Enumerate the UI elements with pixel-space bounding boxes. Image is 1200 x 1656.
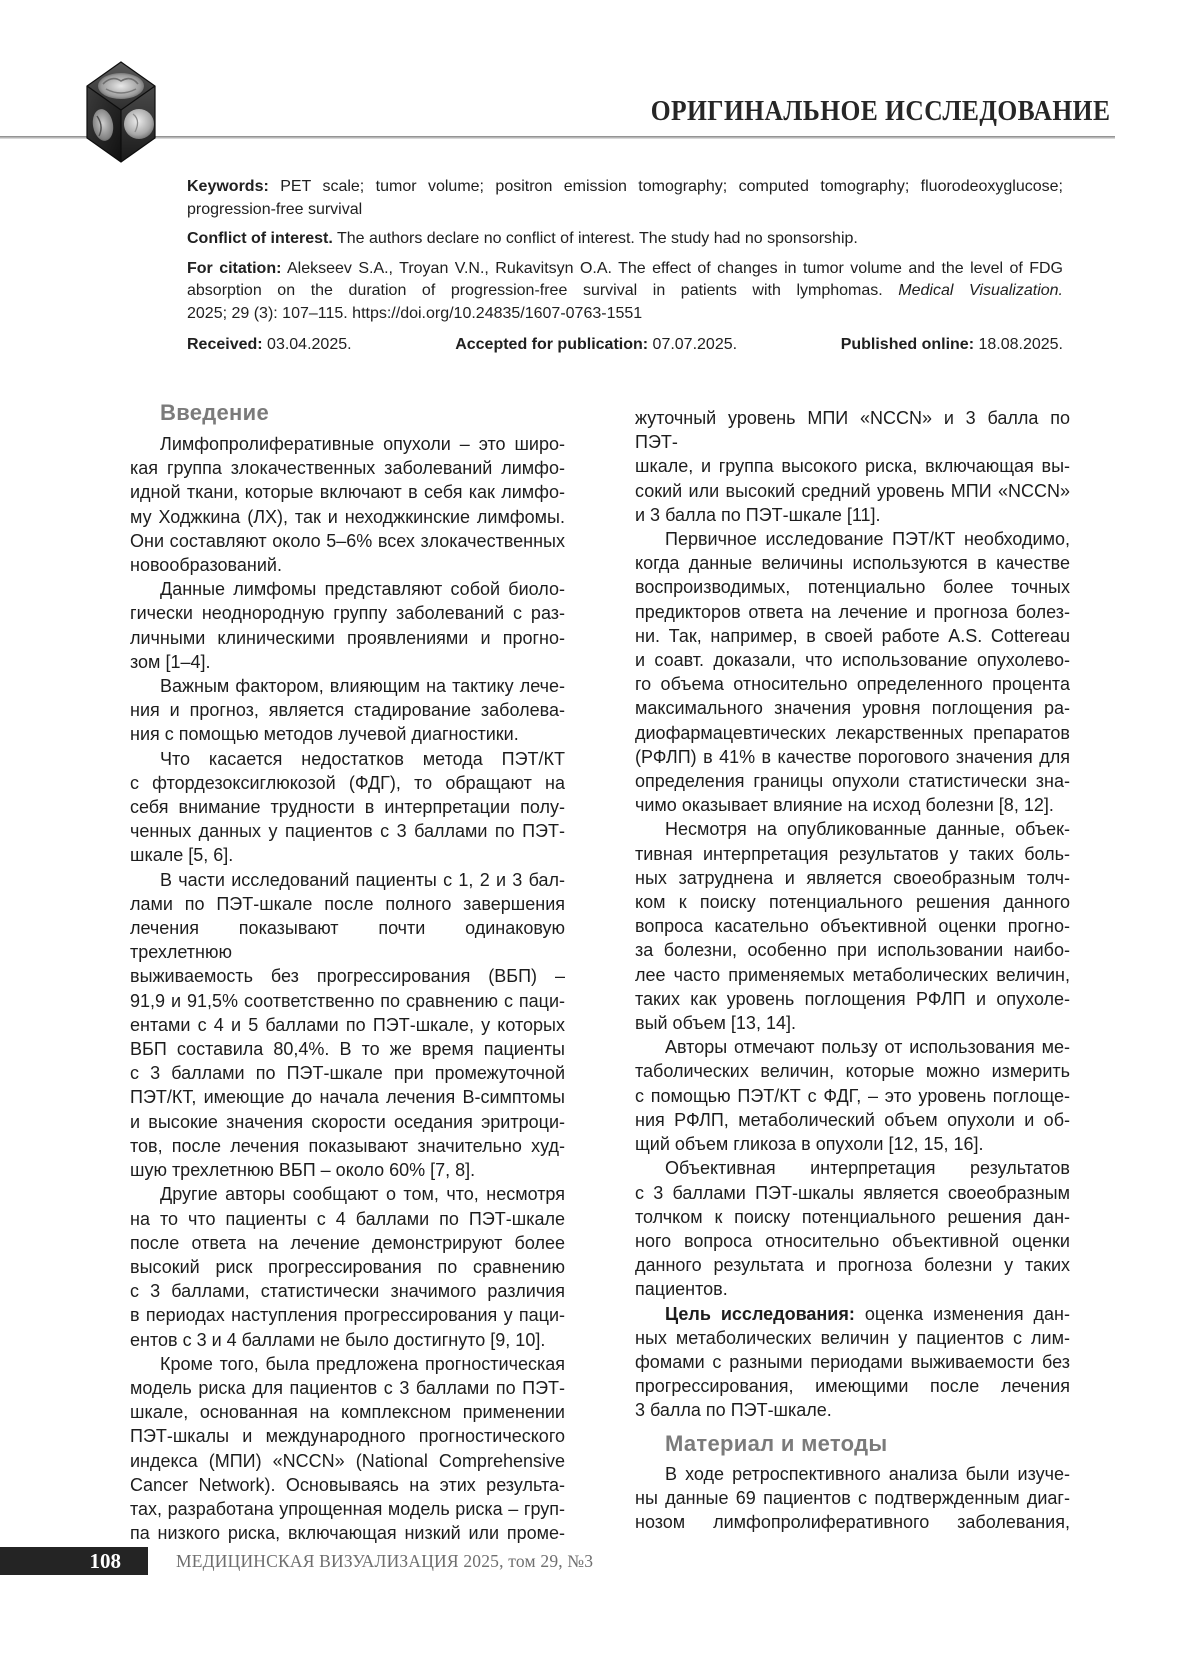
- paragraph: [635, 817, 1070, 1035]
- page-number: 108: [89, 1548, 121, 1573]
- article-body: [130, 400, 1070, 1545]
- column-left: [130, 400, 565, 1545]
- section-heading: Введение: [160, 400, 270, 425]
- text-line: данного результата и прогноза болезни у таких: [635, 1255, 1070, 1276]
- brain-scan-cube-logo-icon: [73, 60, 169, 164]
- date-label: Published online:: [840, 336, 975, 353]
- text-line: го объема относительно определенного процента: [635, 674, 1070, 695]
- paragraph: [635, 1035, 1070, 1156]
- text-line: максимального значения уровня поглощения ра-: [635, 698, 1070, 719]
- text-line: Другие авторы сообщают о том, что, несмотря: [160, 1184, 565, 1205]
- text-line: ком к поиску потенциального решения данного: [635, 892, 1070, 913]
- text-line: таких как уровень поглощения РФЛП и опухоле-: [635, 988, 1070, 1009]
- text-line: с помощью ПЭТ/КТ с ФДГ, – это уровень поглоще-: [635, 1085, 1070, 1106]
- text-line: прогрессирования, имеющими после лечения: [635, 1376, 1070, 1397]
- text-line: на то что пациенты с 4 баллами по ПЭТ-шкале: [130, 1208, 565, 1229]
- text-line: выживаемость без прогрессирования (ВБП) –: [130, 966, 565, 987]
- text-line: па низкого риска, включающая низкий или проме-: [130, 1523, 565, 1544]
- text-line: (РФЛП) в 41% в качестве порогового значения для: [635, 746, 1070, 767]
- front-matter-paragraphs: [187, 176, 1063, 325]
- text-line: Важным фактором, влияющим на тактику лече-: [160, 676, 565, 697]
- text-line: и соавт. доказали, что использование опухолево-: [635, 650, 1070, 671]
- text-line: нозом лимфопролиферативного заболевания,: [635, 1511, 1070, 1532]
- text-line: шкале [5, 6].: [130, 845, 234, 866]
- front-matter-paragraph: [187, 228, 1063, 251]
- text-line: ния и прогноз, является стадирование заболева-: [130, 700, 565, 721]
- text-line: ченных данных у пациентов с 3 баллами по ПЭТ-: [130, 821, 565, 842]
- paragraph: [635, 1462, 1070, 1535]
- date-label: Received:: [187, 336, 263, 353]
- text-line: лее часто применяемых метаболических величин,: [635, 964, 1070, 985]
- text-line: предикторов ответа на лечение и прогноза болез-: [635, 601, 1070, 622]
- text-line: тов, после лечения показывают значительно худ-: [130, 1135, 565, 1156]
- front-matter: [187, 176, 1063, 357]
- text-line: вопроса касательно объективной оценки прогно-: [635, 916, 1070, 937]
- date-item: Published online: 18.08.2025.: [840, 336, 1063, 353]
- text-line: за болезни, особенно при использовании наибо-: [635, 940, 1070, 961]
- text-line: Цель исследования: оценка изменения дан-: [665, 1303, 1070, 1324]
- text-line: ных затруднена и является своеобразным толч-: [635, 867, 1070, 888]
- text-line: шкале, и группа высокого риска, включающая вы-: [635, 456, 1070, 477]
- paragraph: [635, 527, 1070, 817]
- front-matter-paragraph: [187, 258, 1063, 326]
- text-line: [187, 176, 1063, 199]
- text-line: Cancer Network). Основываясь на этих результа-: [130, 1474, 565, 1495]
- text-line: Кроме того, была предложена прогностическая: [160, 1353, 565, 1374]
- text-segment: Conflict of interest.: [187, 230, 333, 247]
- paragraph: [130, 868, 565, 1183]
- article-type-header: ОРИГИНАЛЬНОЕ ИССЛЕДОВАНИЕ: [650, 95, 1110, 127]
- text-segment: Alekseev S.A., Troyan V.N., Rukavitsyn O.A. The effect of changes in tumor volume and the level of FDG: [281, 259, 1063, 277]
- text-line: идной ткани, которые включают в себя как лимфо-: [130, 482, 565, 503]
- text-line: шкале, основанная на комплексном применении: [130, 1402, 565, 1423]
- text-line: новообразований.: [130, 555, 282, 576]
- text-line: жуточный уровень МПИ «NCCN» и 3 балла по ПЭТ-: [635, 408, 1070, 453]
- text-segment: PET scale; tumor volume; positron emission tomography; computed tomography; fluorodeoxyglucose;: [268, 178, 1063, 195]
- journal-footer-line: МЕДИЦИНСКАЯ ВИЗУАЛИЗАЦИЯ 2025, том 29, №3: [176, 1551, 594, 1571]
- text-line: шую трехлетнюю ВБП – около 60% [7, 8].: [130, 1160, 476, 1181]
- text-line: тах, разработана упрощенная модель риска – груп-: [130, 1498, 565, 1519]
- text-line: с 3 баллами по ПЭТ-шкале при промежуточной: [130, 1063, 565, 1084]
- column-right: [635, 400, 1070, 1545]
- paragraph: [635, 406, 1070, 527]
- text-line: после ответа на лечение демонстрируют более: [130, 1232, 565, 1253]
- text-line: Первичное исследование ПЭТ/КТ необходимо,: [665, 529, 1070, 550]
- text-line: гически неоднородную группу заболеваний с раз-: [130, 603, 565, 624]
- text-line: ни. Так, например, в своей работе A.S. Cottereau: [635, 625, 1070, 646]
- text-line: ния РФЛП, метаболический объем опухоли и об-: [635, 1109, 1070, 1130]
- text-line: [187, 303, 1063, 326]
- date-label: Accepted for publication:: [455, 336, 649, 353]
- text-line: [187, 228, 1063, 251]
- date-item: Accepted for publication: 07.07.2025.: [455, 336, 738, 353]
- paragraph: [130, 577, 565, 674]
- text-line: ПЭТ/КТ, имеющие до начала лечения В-симптомы: [130, 1087, 565, 1108]
- text-line: модель риска для пациентов с 3 баллами по ПЭТ-: [130, 1377, 565, 1398]
- paragraph: [130, 1182, 565, 1351]
- text-line: ного вопроса относительно объективной оценки: [635, 1230, 1070, 1251]
- text-line: индекса (МПИ) «NCCN» (National Comprehensive: [130, 1450, 565, 1471]
- paragraph: [635, 1156, 1070, 1301]
- text-segment: Medical Visualization.: [898, 282, 1063, 299]
- section-heading: Материал и методы: [665, 1430, 888, 1456]
- text-line: Несмотря на опубликованные данные, объек-: [665, 819, 1070, 840]
- front-matter-paragraph: [187, 176, 1063, 221]
- text-line: ния с помощью методов лучевой диагностики.: [130, 724, 519, 745]
- paragraph: [635, 1302, 1070, 1423]
- bold-run: Цель исследования:: [665, 1303, 855, 1324]
- text-line: лами по ПЭТ-шкале после полного завершения: [130, 893, 565, 914]
- text-line: ентами с 4 и 5 баллами по ПЭТ-шкале, у которых: [130, 1014, 565, 1035]
- text-line: сокий или высокий средний уровень МПИ «NCCN»: [635, 480, 1070, 501]
- text-line: когда данные величины используются в качестве: [635, 553, 1070, 574]
- paragraph: [130, 1352, 565, 1546]
- text-line: [187, 258, 1063, 281]
- text-line: диофармацевтических лекарственных препаратов: [635, 722, 1070, 743]
- text-line: вый объем [13, 14].: [635, 1013, 796, 1034]
- text-line: Они составляют около 5–6% всех злокачественных: [130, 530, 565, 551]
- text-line: 3 балла по ПЭТ-шкале.: [635, 1400, 832, 1421]
- text-segment: The authors declare no conflict of interest. The study had no sponsorship.: [332, 230, 858, 247]
- text-line: Авторы отмечают пользу от использования ме-: [665, 1037, 1070, 1058]
- text-line: тивная интерпретация результатов у таких боль-: [635, 843, 1070, 864]
- text-line: зом [1–4].: [130, 651, 211, 672]
- text-segment: Keywords:: [187, 178, 269, 195]
- text-line: щий объем гликоза в опухоли [12, 15, 16].: [635, 1134, 984, 1155]
- paragraph: [130, 674, 565, 747]
- text-line: пациентов.: [635, 1279, 728, 1300]
- dates-row: [187, 334, 1063, 357]
- text-line: и высокие значения скорости оседания эритроци-: [130, 1111, 565, 1132]
- text-line: [187, 280, 1063, 303]
- text-line: В ходе ретроспективного анализа были изуче-: [665, 1463, 1070, 1484]
- text-line: определения границы опухоли статистически зна-: [635, 771, 1070, 792]
- text-segment: absorption on the duration of progression-free survival in patients with lymphomas.: [187, 282, 899, 299]
- text-line: с 3 баллами ПЭТ-шкалы является своеобразным: [635, 1182, 1070, 1203]
- paragraph: [130, 432, 565, 577]
- text-line: му Ходжкина (ЛХ), так и неходжкинские лимфомы.: [130, 506, 565, 527]
- text-line: в периодах наступления прогрессирования у паци-: [130, 1305, 565, 1326]
- text-segment: For citation:: [187, 259, 282, 277]
- text-line: фомами с разными периодами выживаемости без: [635, 1351, 1070, 1372]
- text-line: [187, 199, 1063, 222]
- text-line: лечения показывают почти одинаковую трехлетнюю: [130, 918, 565, 963]
- text-line: и 3 балла по ПЭТ-шкале [11].: [635, 504, 881, 525]
- text-line: ны данные 69 пациентов с подтвержденным диаг-: [635, 1487, 1070, 1508]
- text-line: с 3 баллами, статистически значимого различия: [130, 1281, 565, 1302]
- text-line: личными клиническими проявлениями и прогно-: [130, 627, 565, 648]
- text-line: с фтордезоксиглюкозой (ФДГ), то обращают на: [130, 772, 565, 793]
- text-line: В части исследований пациенты с 1, 2 и 3 бал-: [160, 869, 565, 890]
- text-line: таболических величин, которые можно измерить: [635, 1061, 1070, 1082]
- text-line: ентов с 3 и 4 баллами не было достигнуто [9, 10].: [130, 1329, 546, 1350]
- text-line: воспроизводимых, потенциально более точных: [635, 577, 1070, 598]
- text-line: кая группа злокачественных заболеваний лимфо-: [130, 458, 565, 479]
- text-line: высокий риск прогрессирования по сравнению: [130, 1256, 565, 1277]
- text-line: Лимфопролиферативные опухоли – это широ-: [160, 434, 565, 454]
- paragraph: [130, 747, 565, 868]
- text-line: Объективная интерпретация результатов: [665, 1158, 1070, 1179]
- text-line: Данные лимфомы представляют собой биоло-: [160, 579, 565, 600]
- text-line: толчком к поиску потенциального решения дан-: [635, 1206, 1070, 1227]
- date-item: Received: 03.04.2025.: [187, 336, 352, 353]
- text-line: ПЭТ-шкалы и международного прогностического: [130, 1426, 565, 1447]
- text-line: Что касается недостатков метода ПЭТ/КТ: [160, 748, 565, 769]
- text-line: 91,9 и 91,5% соответственно по сравнению с паци-: [130, 990, 565, 1011]
- text-line: себя внимание трудности в интерпретации полу-: [130, 797, 565, 818]
- page-number-box: [0, 1547, 148, 1575]
- text-segment: 2025; 29 (3): 107–115. https://doi.org/10.24835/1607-0763-1551: [187, 304, 643, 322]
- text-segment: progression-free survival: [187, 200, 363, 218]
- text-line: ВБП составила 80,4%. В то же время пациенты: [130, 1039, 565, 1060]
- logo-cube-graphic: [73, 60, 169, 164]
- text-line: чимо оказывает влияние на исход болезни [8, 12].: [635, 795, 1054, 816]
- text-line: ных метаболических величин у пациентов с лим-: [635, 1327, 1070, 1348]
